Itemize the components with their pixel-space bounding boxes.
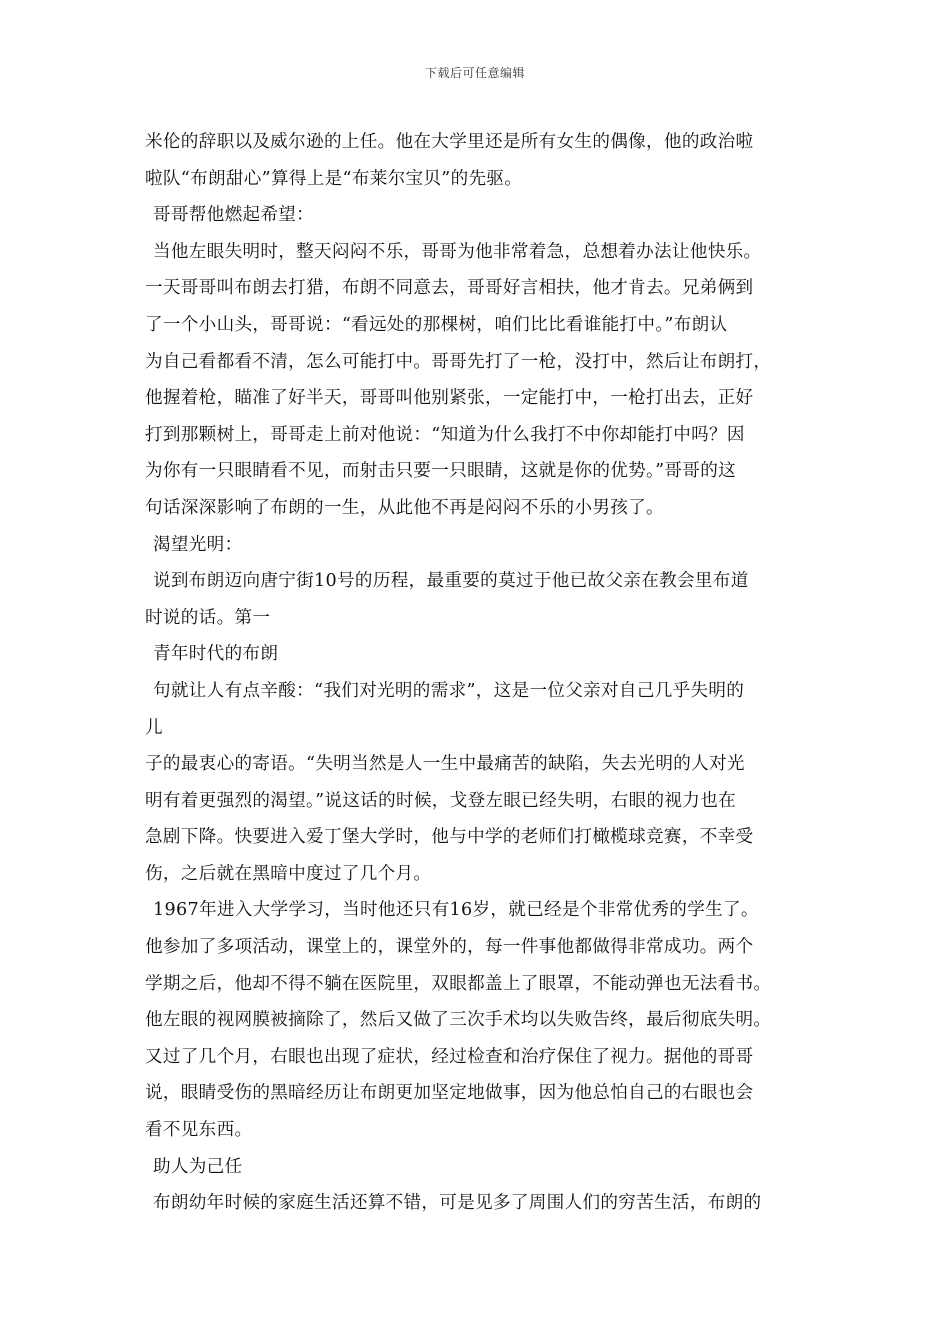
- text-line: 伤，之后就在黑暗中度过了几个月。: [145, 863, 432, 884]
- text-line: 为你有一只眼睛看不见，而射击只要一只眼睛，这就是你的优势。”哥哥的这: [145, 461, 736, 482]
- document-body: [145, 124, 825, 1222]
- text-line: 句话深深影响了布朗的一生，从此他不再是闷闷不乐的小男孩了。: [145, 497, 664, 518]
- text-line: 一天哥哥叫布朗去打猎，布朗不同意去，哥哥好言相扶，他才肯去。兄弟俩到: [145, 278, 754, 299]
- text-line: 儿: [145, 717, 163, 738]
- text-line: 助人为己任: [153, 1156, 243, 1177]
- page-header: 下载后可任意编辑: [424, 66, 525, 80]
- text-line: 啦队“布朗甜心”算得上是“布莱尔宝贝”的先驱。: [145, 168, 523, 189]
- text-line: 急剧下降。快要进入爱丁堡大学时，他与中学的老师们打橄榄球竞赛，不幸受: [145, 827, 754, 848]
- text-line: 时说的话。第一: [145, 607, 271, 628]
- text-line: 哥哥帮他燃起希望：: [153, 205, 315, 226]
- text-line: 青年时代的布朗: [153, 644, 279, 665]
- text-line: 又过了几个月，右眼也出现了症状，经过检查和治疗保住了视力。据他的哥哥: [145, 1046, 754, 1067]
- text-line: 米伦的辞职以及威尔逊的上任。他在大学里还是所有女生的偶像，他的政治啦: [145, 132, 754, 152]
- text-line: 明有着更强烈的渴望。”说这话的时候，戈登左眼已经失明，右眼的视力也在: [145, 790, 736, 811]
- text-line: 句就让人有点辛酸：“我们对光明的需求”，这是一位父亲对自己几乎失明的: [153, 680, 745, 701]
- text-line: 渴望光明：: [153, 534, 243, 555]
- text-line: 为自己看都看不清，怎么可能打中。哥哥先打了一枪，没打中，然后让布朗打，: [145, 351, 772, 372]
- text-line: 他左眼的视网膜被摘除了，然后又做了三次手术均以失败告终，最后彻底失明。: [145, 1010, 772, 1031]
- text-line: 当他左眼失明时，整天闷闷不乐，哥哥为他非常着急，总想着办法让他快乐。: [153, 241, 762, 262]
- text-line: 布朗幼年时候的家庭生活还算不错，可是见多了周围人们的穷苦生活，布朗的: [153, 1193, 762, 1214]
- text-line: 子的最衷心的寄语。“失明当然是人一生中最痛苦的缺陷，失去光明的人对光: [145, 754, 745, 775]
- text-line: 学期之后，他却不得不躺在医院里，双眼都盖上了眼罩，不能动弹也无法看书。: [145, 973, 772, 994]
- text-line: 看不见东西。: [145, 1120, 253, 1141]
- text-line: 他参加了多项活动，课堂上的，课堂外的，每一件事他都做得非常成功。两个: [145, 937, 754, 958]
- text-line: 他握着枪，瞄准了好半天，哥哥叫他别紧张，一定能打中，一枪打出去，正好: [145, 388, 754, 409]
- text-line: 说到布朗迈向唐宁街10号的历程，最重要的莫过于他已故父亲在教会里布道: [153, 571, 749, 592]
- text-line: 说，眼睛受伤的黑暗经历让布朗更加坚定地做事，因为他总怕自己的右眼也会: [145, 1083, 754, 1104]
- text-line: 了一个小山头，哥哥说：“看远处的那棵树，咱们比比看谁能打中。”布朗认: [145, 314, 728, 335]
- text-line: 打到那颗树上，哥哥走上前对他说：“知道为什么我打不中你却能打中吗？因: [145, 424, 745, 445]
- text-line: 1967年进入大学学习，当时他还只有16岁，就已经是个非常优秀的学生了。: [153, 900, 759, 921]
